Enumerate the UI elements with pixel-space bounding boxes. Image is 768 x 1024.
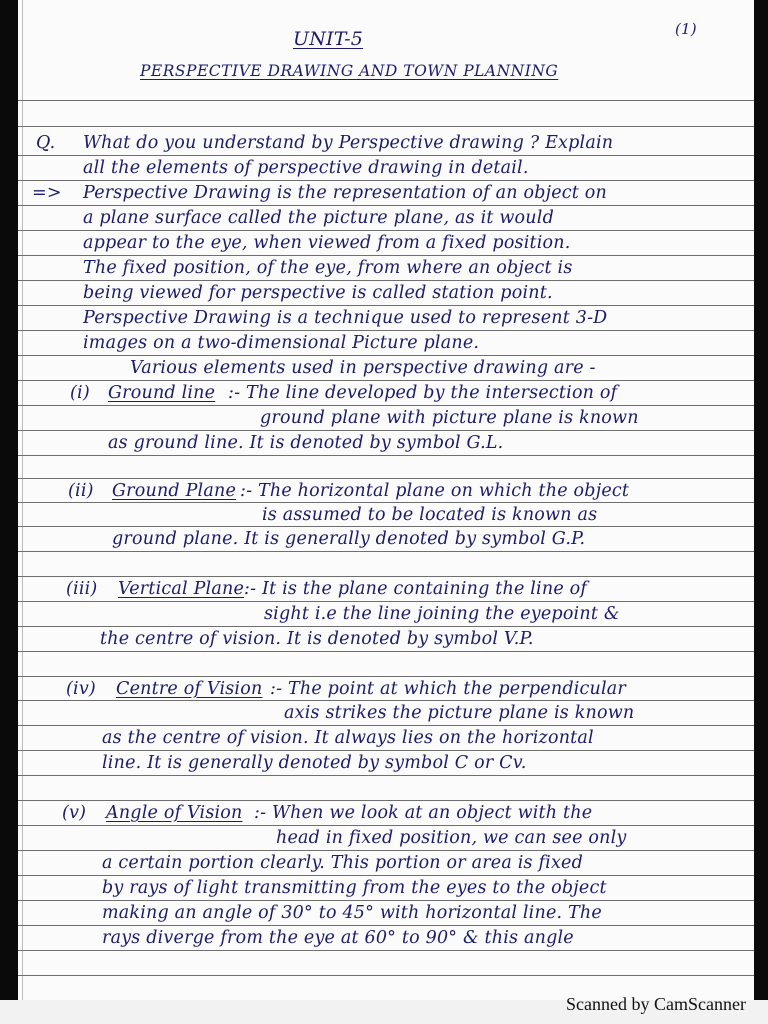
item-text-line: sight i.e the line joining the eyepoint & [264, 604, 620, 624]
ruled-line [18, 280, 754, 281]
item-text-line: making an angle of 30° to 45° with horizontal line. The [102, 903, 602, 923]
item-number: (i) [70, 383, 90, 403]
item-text-line: ground plane with picture plane is known [260, 408, 639, 428]
item-text-line: :- The point at which the perpendicular [270, 679, 626, 699]
item-term: Ground Plane [112, 481, 237, 501]
answer-line: appear to the eye, when viewed from a fixed position. [83, 233, 571, 253]
item-text-line: :- The line developed by the intersection of [228, 383, 618, 403]
ruled-line [18, 126, 754, 127]
item-text-line: :- It is the plane containing the line of [244, 579, 588, 599]
answer-line: Various elements used in perspective drawing are - [130, 358, 596, 378]
ruled-line [18, 925, 754, 926]
answer-line: images on a two-dimensional Picture plane. [83, 333, 480, 353]
page-number: (1) [675, 20, 697, 38]
answer-line: a plane surface called the picture plane, as it would [83, 208, 554, 228]
question-marker: Q. [36, 133, 56, 153]
ruled-line [18, 750, 754, 751]
ruled-line [18, 651, 754, 652]
ruled-line [18, 478, 754, 479]
item-text-line: as the centre of vision. It always lies on the horizontal [102, 728, 594, 748]
item-term: Angle of Vision [106, 803, 243, 823]
item-text-line: ground plane. It is generally denoted by symbol G.P. [112, 529, 586, 549]
ruled-line [18, 725, 754, 726]
answer-line: being viewed for perspective is called station point. [83, 283, 553, 303]
item-term: Centre of Vision [116, 679, 263, 699]
item-text-line: a certain portion clearly. This portion or area is fixed [102, 853, 583, 873]
ruled-line [18, 800, 754, 801]
question-text-line: all the elements of perspective drawing in detail. [83, 158, 529, 178]
ruled-line [18, 100, 754, 101]
ruled-line [18, 825, 754, 826]
ruled-line [18, 601, 754, 602]
ruled-line [18, 676, 754, 677]
unit-title: UNIT-5 [293, 28, 364, 50]
ruled-line [18, 255, 754, 256]
item-number: (v) [62, 803, 87, 823]
item-text-line: :- The horizontal plane on which the object [240, 481, 630, 501]
item-text-line: is assumed to be located is known as [262, 505, 598, 525]
answer-line: Perspective Drawing is the representation of an object on [83, 183, 607, 203]
item-number: (ii) [68, 481, 94, 501]
item-text-line: :- When we look at an object with the [254, 803, 593, 823]
notebook-page [18, 0, 754, 1000]
ruled-line [18, 305, 754, 306]
item-term: Ground line [108, 383, 216, 403]
answer-line: The fixed position, of the eye, from where an object is [83, 258, 573, 278]
ruled-line [18, 551, 754, 552]
item-text-line: by rays of light transmitting from the eyes to the object [102, 878, 607, 898]
item-term: Vertical Plane [118, 579, 245, 599]
item-text-line: line. It is generally denoted by symbol C or Cv. [102, 753, 527, 773]
ruled-line [18, 700, 754, 701]
ruled-line [18, 180, 754, 181]
page-subtitle: PERSPECTIVE DRAWING AND TOWN PLANNING [140, 62, 559, 80]
ruled-line [18, 526, 754, 527]
answer-arrow: => [32, 183, 62, 203]
item-text-line: the centre of vision. It is denoted by symbol V.P. [100, 629, 534, 649]
ruled-line [18, 205, 754, 206]
ruled-line [18, 155, 754, 156]
item-text-line: rays diverge from the eye at 60° to 90° & this angle [102, 928, 574, 948]
ruled-line [18, 430, 754, 431]
ruled-line [18, 380, 754, 381]
ruled-line [18, 355, 754, 356]
ruled-line [18, 775, 754, 776]
ruled-line [18, 975, 754, 976]
ruled-line [18, 330, 754, 331]
ruled-line [18, 502, 754, 503]
ruled-line [18, 455, 754, 456]
ruled-line [18, 900, 754, 901]
ruled-line [18, 626, 754, 627]
ruled-line [18, 950, 754, 951]
ruled-line [18, 850, 754, 851]
item-text-line: axis strikes the picture plane is known [284, 703, 635, 723]
question-text-line: What do you understand by Perspective drawing ? Explain [83, 133, 614, 153]
answer-line: Perspective Drawing is a technique used to represent 3-D [83, 308, 608, 328]
ruled-line [18, 230, 754, 231]
ruled-line [18, 875, 754, 876]
ruled-line [18, 405, 754, 406]
item-text-line: head in fixed position, we can see only [276, 828, 627, 848]
ruled-line [18, 576, 754, 577]
item-number: (iv) [66, 679, 96, 699]
item-number: (iii) [66, 579, 98, 599]
camscanner-watermark: Scanned by CamScanner [566, 994, 746, 1014]
item-text-line: as ground line. It is denoted by symbol G.L. [108, 433, 504, 453]
